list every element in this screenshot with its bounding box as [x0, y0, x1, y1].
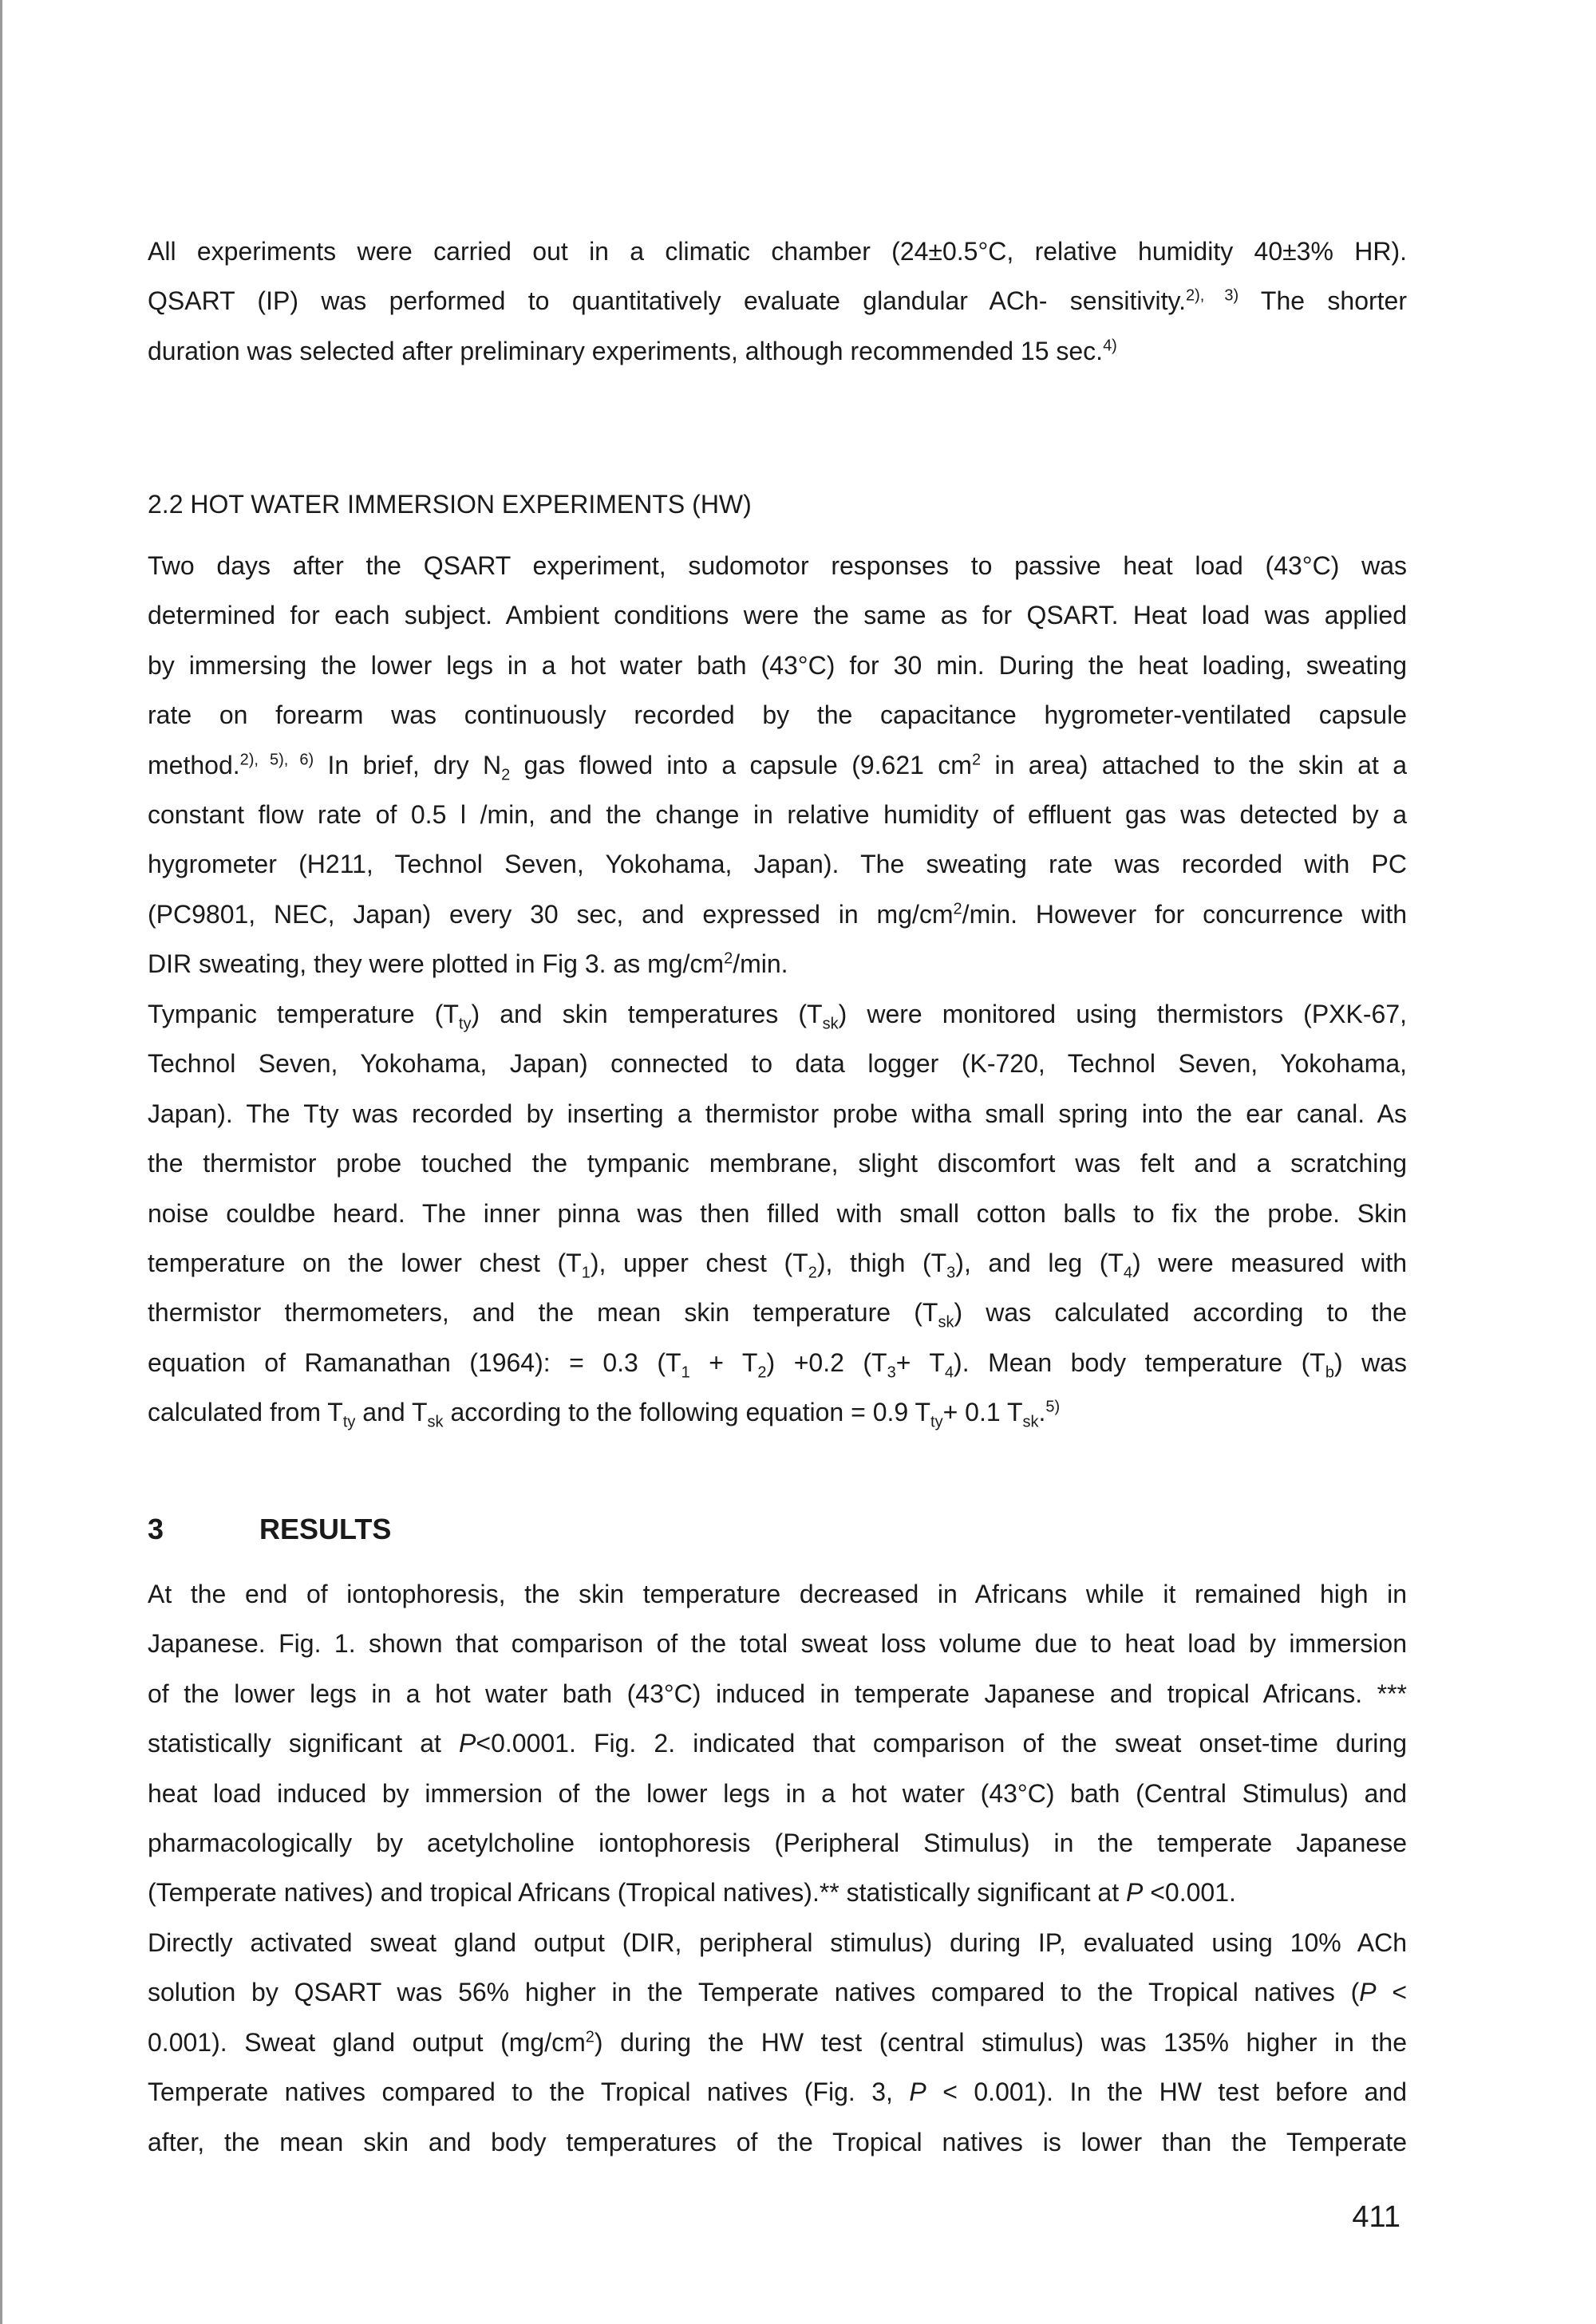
text-line [148, 1089, 1407, 1138]
subscript: ty [930, 1413, 943, 1431]
text-line [148, 1189, 1407, 1238]
text-run: rate on forearm was continuously recorded by the capacitance hygrometer-ventilated capsule [148, 700, 1407, 730]
text-line [148, 276, 1407, 326]
section-heading-2-2: 2.2 HOT WATER IMMERSION EXPERIMENTS (HW) [148, 490, 752, 519]
text-run: P [1359, 1978, 1377, 2007]
text-line [148, 641, 1407, 690]
subscript: 4 [944, 1363, 954, 1382]
text-line [148, 839, 1407, 889]
text-run: ), thigh (T [816, 1248, 947, 1277]
text-run: Temperate natives compared to the Tropical natives (Fig. 3, [148, 2077, 910, 2107]
text-line [148, 790, 1407, 839]
text-line [148, 1288, 1407, 1337]
text-run: (PC9801, NEC, Japan) every 30 sec, and expressed in mg/cm [148, 899, 954, 929]
section-heading-results: RESULTS [259, 1513, 392, 1545]
paragraph-methods-intro [148, 227, 1407, 376]
text-run: gas flowed into a capsule (9.621 cm [510, 750, 972, 779]
text-run: after, the mean skin and body temperatures of the Tropical natives is lower than the Temperate [148, 2127, 1407, 2156]
text-run: . [1038, 1398, 1046, 1427]
paragraph-results-2 [148, 1918, 1407, 2167]
text-line [148, 989, 1407, 1039]
text-line [148, 326, 1407, 376]
superscript: 5) [1045, 1398, 1061, 1416]
text-line [148, 1669, 1407, 1718]
text-run: P [1125, 1878, 1144, 1908]
text-run: ) were monitored using thermistors (PXK-67, [838, 1000, 1408, 1028]
scan-edge [0, 0, 2, 2324]
text-run: equation of Ramanathan (1964): = 0.3 (T [148, 1347, 681, 1377]
section-number: 3 [148, 1513, 164, 1545]
text-line [148, 1967, 1407, 2017]
text-line [148, 1918, 1407, 1967]
text-run: statistically significant at [148, 1729, 460, 1758]
text-run: Japan). The Tty was recorded by inserting a thermistor probe witha small spring into the ear canal. As [148, 1099, 1407, 1128]
text-run: 0.001). Sweat gland output (mg/cm [148, 2027, 586, 2057]
text-line [148, 1039, 1407, 1088]
text-run: thermistor thermometers, and the mean skin temperature (T [148, 1298, 938, 1328]
text-run: constant flow rate of 0.5 l /min, and the change in relative humidity of effluent gas was detected by a [148, 799, 1407, 829]
text-run: In brief, dry N [314, 750, 502, 779]
text-run: <0.0001. Fig. 2. indicated that comparison of the sweat onset-time during [476, 1729, 1408, 1758]
text-run: + 0.1 T [942, 1398, 1023, 1427]
subscript: sk [427, 1413, 444, 1431]
text-run: P [459, 1729, 476, 1758]
subscript: sk [822, 1015, 839, 1033]
text-run: method. [148, 750, 240, 779]
text-run: ) was [1333, 1347, 1408, 1377]
text-line [148, 2018, 1407, 2067]
subscript: 2 [501, 765, 511, 783]
superscript: 2 [953, 900, 962, 918]
superscript: 2 [585, 2028, 595, 2046]
text-run: hygrometer (H211, Technol Seven, Yokohama, Japan). The sweating rate was recorded with PC [148, 850, 1407, 879]
superscript: 2), 5), 6) [239, 750, 314, 768]
text-line [148, 2067, 1407, 2117]
text-run: ), upper chest (T [590, 1248, 808, 1277]
text-run: /min. [733, 949, 788, 979]
paragraph-temperature-measurement [148, 989, 1407, 1438]
superscript: 4) [1103, 337, 1117, 355]
text-run: Japanese. Fig. 1. shown that comparison of the total sweat loss volume due to heat load by immersion [148, 1629, 1407, 1659]
text-run: calculated from T [148, 1398, 343, 1427]
subscript: 2 [757, 1363, 767, 1382]
text-run: ) were measured with [1132, 1248, 1408, 1277]
subscript: sk [938, 1313, 954, 1332]
text-run: ) and skin temperatures (T [471, 1000, 823, 1028]
text-line [148, 1769, 1407, 1818]
text-run: Technol Seven, Yokohama, Japan) connected to data logger (K-720, Technol Seven, Yokohama, [148, 1049, 1407, 1079]
text-run: duration was selected after preliminary experiments, although recommended 15 sec. [148, 336, 1104, 365]
paragraph-hw-method [148, 541, 1407, 989]
text-run: pharmacologically by acetylcholine iontophoresis (Peripheral Stimulus) in the temperate Japanese [148, 1828, 1407, 1857]
text-run: determined for each subject. Ambient conditions were the same as for QSART. Heat load was applied [148, 601, 1407, 630]
subscript: 3 [946, 1264, 956, 1282]
text-run: heat load induced by immersion of the lower legs in a hot water (43°C) bath (Central Stimulus) and [148, 1778, 1407, 1808]
text-run: of the lower legs in a hot water bath (43°C) induced in temperate Japanese and tropical Africans. *** [148, 1679, 1407, 1708]
text-run: temperature on the lower chest (T [148, 1248, 582, 1277]
text-run: At the end of iontophoresis, the skin temperature decreased in Africans while it remained high in [148, 1580, 1407, 1608]
text-run: <0.001. [1143, 1878, 1236, 1908]
text-line [148, 1619, 1407, 1668]
text-line [148, 2117, 1407, 2167]
text-line [148, 590, 1407, 640]
superscript: 2), 3) [1186, 286, 1239, 305]
text-run: QSART (IP) was performed to quantitatively evaluate glandular ACh- sensitivity. [148, 286, 1186, 316]
superscript: 2 [724, 949, 733, 968]
text-run: + T [895, 1347, 945, 1377]
subscript: 2 [808, 1264, 817, 1282]
text-run: ) during the HW test (central stimulus) was 135% higher in the [594, 2027, 1408, 2057]
text-line [148, 1387, 1407, 1437]
text-run: and T [355, 1398, 428, 1427]
text-run: ), and leg (T [955, 1248, 1124, 1277]
text-run: Tympanic temperature (T [148, 1000, 459, 1028]
text-line [148, 1138, 1407, 1188]
paragraph-results-1 [148, 1569, 1407, 1918]
text-line [148, 740, 1407, 790]
text-run: The shorter [1238, 286, 1407, 316]
text-run: < 0.001). In the HW test before and [926, 2077, 1408, 2107]
text-run: DIR sweating, they were plotted in Fig 3. as mg/cm [148, 949, 725, 979]
text-run: in area) attached to the skin at a [981, 750, 1408, 779]
subscript: 4 [1123, 1264, 1133, 1282]
text-run: solution by QSART was 56% higher in the Temperate natives compared to the Tropical natives ( [148, 1978, 1360, 2007]
text-line [148, 1868, 1407, 1917]
text-run: Two days after the QSART experiment, sudomotor responses to passive heat load (43°C) was [148, 551, 1407, 580]
subscript: 1 [681, 1363, 690, 1382]
text-line [148, 890, 1407, 939]
text-run: Directly activated sweat gland output (DIR, peripheral stimulus) during IP, evaluated using 10% ACh [148, 1928, 1407, 1957]
text-run: < [1376, 1978, 1408, 2007]
text-run: noise couldbe heard. The inner pinna was then filled with small cotton balls to fix the probe. Skin [148, 1198, 1407, 1228]
text-line [148, 227, 1407, 276]
text-run: /min. However for concurrence with [962, 899, 1407, 929]
text-line [148, 939, 1407, 988]
text-line [148, 1718, 1407, 1768]
text-run: the thermistor probe touched the tympanic membrane, slight discomfort was felt and a scratching [148, 1149, 1407, 1178]
text-run: P [909, 2077, 926, 2107]
text-line [148, 1338, 1407, 1387]
subscript: ty [342, 1413, 356, 1431]
text-run: ) +0.2 (T [766, 1347, 887, 1377]
subscript: b [1325, 1363, 1334, 1382]
subscript: sk [1022, 1413, 1039, 1431]
page-number: 411 [1352, 2200, 1400, 2234]
text-run: by immersing the lower legs in a hot water bath (43°C) for 30 min. During the heat loading, sweating [148, 650, 1407, 680]
text-line [148, 1569, 1407, 1619]
subscript: 1 [581, 1264, 591, 1282]
text-line [148, 690, 1407, 740]
subscript: 3 [887, 1363, 896, 1382]
text-run: according to the following equation = 0.9 T [443, 1398, 931, 1427]
text-line [148, 1818, 1407, 1868]
text-run: + T [689, 1347, 758, 1377]
text-run: All experiments were carried out in a climatic chamber (24±0.5°C, relative humidity 40±3% HR). [148, 237, 1407, 266]
subscript: ty [458, 1015, 472, 1033]
text-run: ) was calculated according to the [954, 1298, 1408, 1328]
text-line [148, 1238, 1407, 1288]
superscript: 2 [971, 750, 982, 768]
text-run: (Temperate natives) and tropical Africans (Tropical natives).** statistically significant at [148, 1878, 1126, 1908]
text-line [148, 541, 1407, 590]
text-run: ). Mean body temperature (T [954, 1347, 1325, 1377]
